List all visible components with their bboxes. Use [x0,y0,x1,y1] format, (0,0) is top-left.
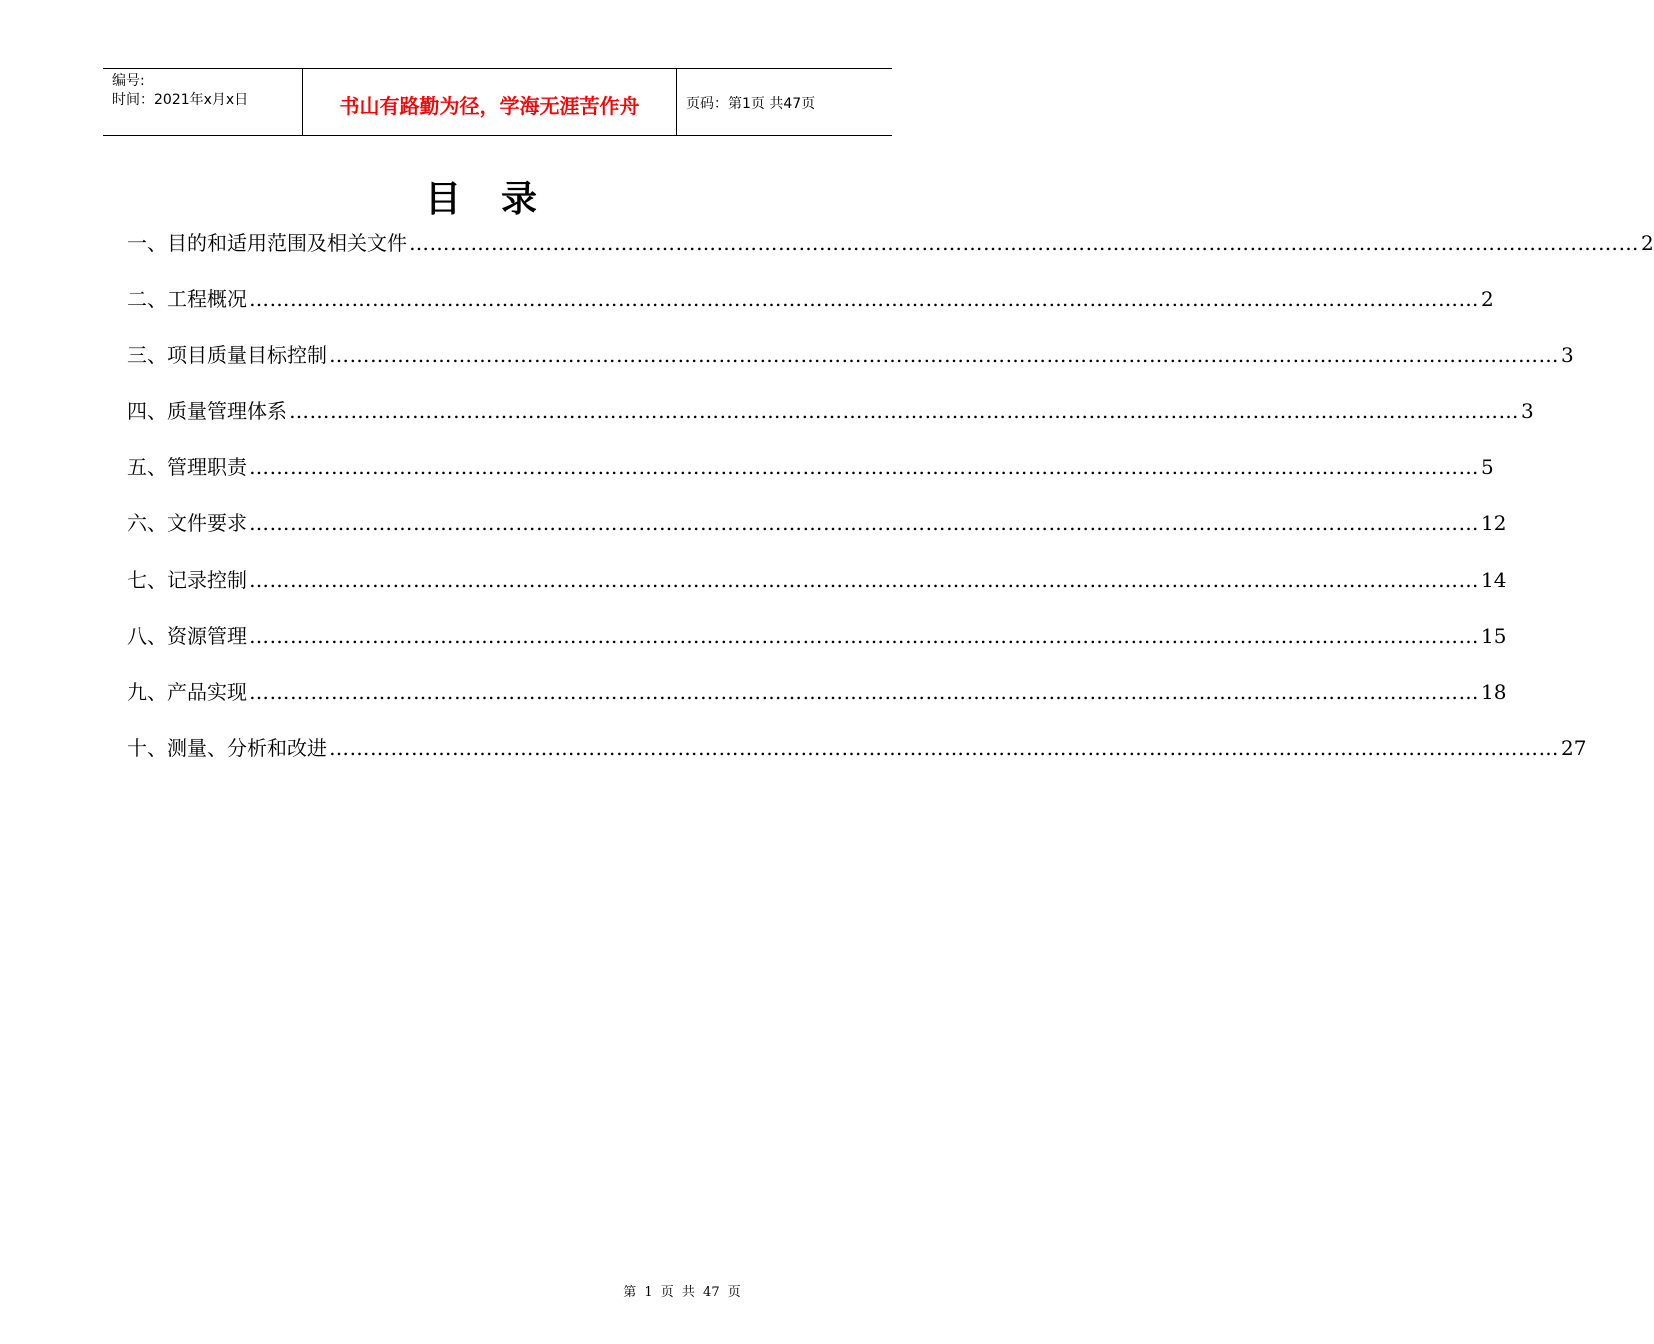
toc-entry[interactable] [127,563,1507,619]
toc-entry-label: 二、工程概况 [127,287,247,312]
table-of-contents [127,226,1654,787]
toc-entry-label: 六、文件要求 [127,511,247,536]
toc-entry-page-number: 15 [1481,623,1507,648]
toc-dot-leader: ……………………………………………………………………………………………………………………………………………………………… [249,511,1479,536]
toc-dot-leader: ……………………………………………………………………………………………………………………………………………………………… [249,287,1479,312]
toc-entry[interactable] [127,619,1507,675]
header-motto-cell [303,69,677,135]
toc-entry-label: 八、资源管理 [127,623,247,648]
toc-entry[interactable] [127,731,1587,787]
toc-entry-label: 十、测量、分析和改进 [127,735,327,760]
toc-dot-leader: ……………………………………………………………………………………………………………………………………………………………… [289,399,1519,424]
toc-entry[interactable] [127,394,1534,450]
toc-dot-leader: ……………………………………………………………………………………………………………………………………………………………… [329,735,1559,760]
toc-entry-label: 九、产品实现 [127,679,247,704]
toc-entry-page-number: 3 [1561,343,1574,368]
toc-entry-label: 七、记录控制 [127,567,247,592]
toc-entry-page-number: 18 [1481,679,1507,704]
toc-entry[interactable] [127,675,1507,731]
toc-entry-page-number: 5 [1481,455,1494,480]
toc-entry-label: 四、质量管理体系 [127,399,287,424]
toc-dot-leader: ……………………………………………………………………………………………………………………………………………………………… [409,231,1639,255]
page-title: 目录 [424,179,577,220]
page-footer: 第 1 页 共 47 页 [623,1285,741,1300]
toc-dot-leader: ……………………………………………………………………………………………………………………………………………………………… [249,455,1479,480]
header-meta-cell [103,69,303,135]
toc-entry-label: 五、管理职责 [127,455,247,480]
toc-entry-page-number: 2 [1481,287,1494,312]
header-page-cell [677,69,892,135]
toc-entry[interactable] [127,338,1574,394]
toc-entry-label: 一、目的和适用范围及相关文件 [127,231,407,255]
toc-entry-page-number: 2 [1641,231,1654,255]
toc-entry-page-number: 12 [1481,511,1507,536]
toc-dot-leader: ……………………………………………………………………………………………………………………………………………………………… [249,623,1479,648]
toc-dot-leader: ……………………………………………………………………………………………………………………………………………………………… [329,343,1559,368]
header-page-info: 页码：第1页 共47页 [686,96,816,112]
toc-entry[interactable] [127,506,1507,562]
toc-entry[interactable] [127,450,1494,506]
toc-entry[interactable] [127,282,1494,338]
toc-dot-leader: ……………………………………………………………………………………………………………………………………………………………… [249,679,1479,704]
toc-entry-page-number: 14 [1481,567,1507,592]
document-date: 时间：2021年x月x日 [112,92,249,108]
page-header [103,68,892,136]
toc-entry-label: 三、项目质量目标控制 [127,343,327,368]
document-number-label: 编号: [112,73,145,89]
toc-dot-leader: ……………………………………………………………………………………………………………………………………………………………… [249,567,1479,592]
header-motto: 书山有路勤为径，学海无涯苦作舟 [339,93,640,118]
toc-entry-page-number: 3 [1521,399,1534,424]
toc-entry[interactable] [127,226,1654,282]
toc-entry-page-number: 27 [1561,735,1587,760]
